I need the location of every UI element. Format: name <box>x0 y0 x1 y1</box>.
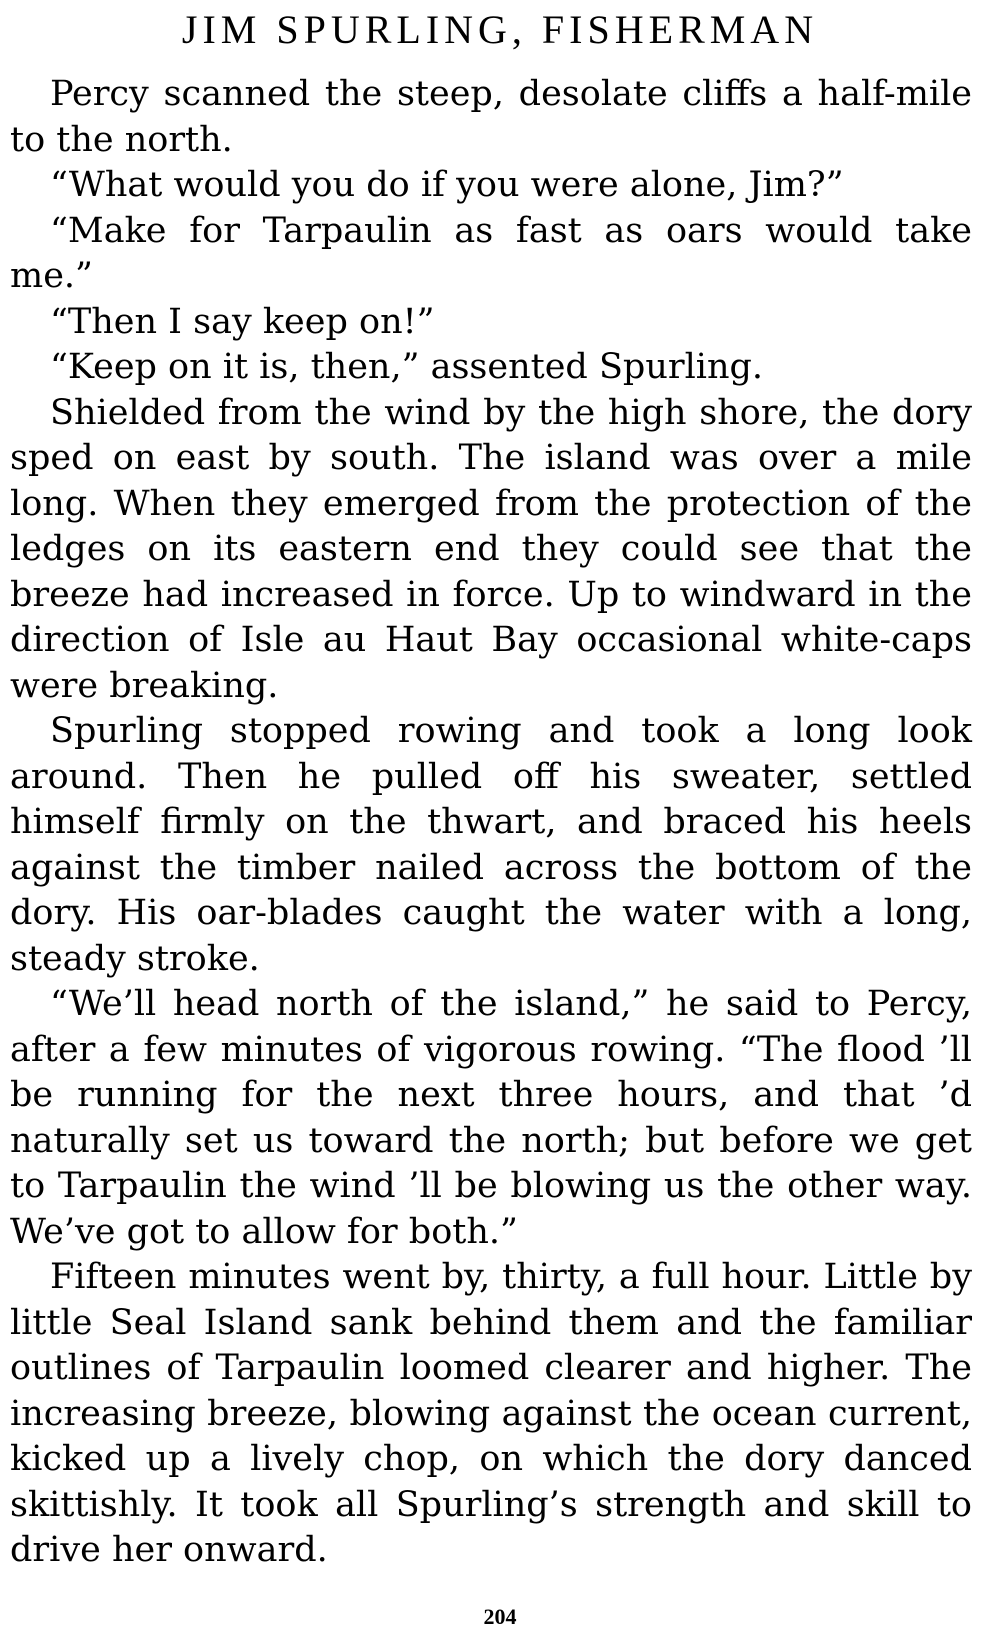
paragraph: Spurling stopped rowing and took a long look around. Then he pulled off his sweater, settled himself firmly on the thwart, and braced his heels against the timber nailed across the bottom of the dory. His oar-blades caught the water with a long, steady stroke. <box>10 711 972 979</box>
paragraph: “Keep on it is, then,” assented Spurling. <box>50 347 764 387</box>
paragraph: Fifteen minutes went by, thirty, a full hour. Little by little Seal Island sank behind them and the familiar outlines of Tarpaulin loomed clearer and higher. The increasing breeze, blowing against the ocean current, kicked up a lively chop, on which the dory danced skittishly. It took all Spurling’s strength and skill to drive her onward. <box>10 1257 972 1570</box>
running-head: JIM SPURLING, FISHERMAN <box>181 7 819 52</box>
paragraph: “Make for Tarpaulin as fast as oars would take me.” <box>10 210 972 296</box>
paragraph: “We’ll head north of the island,” he said to Percy, after a few minutes of vigorous rowing. “The flood ’ll be running for the next three hours, and that ’d naturally set us toward the north; but before we get to Tarpaulin the wind ’ll be blowing us the other way. We’ve got to allow for both.” <box>10 984 972 1252</box>
paragraph: “What would you do if you were alone, Jim?” <box>50 165 844 205</box>
paragraph: “Then I say keep on!” <box>50 301 435 342</box>
page-number: 204 <box>483 1604 517 1629</box>
body-text <box>10 72 972 1574</box>
paragraph: Shielded from the wind by the high shore, the dory sped on east by south. The island was over a mile long. When they emerged from the protection of the ledges on its eastern end they could see that the breeze had increased in force. Up to windward in the direction of Isle au Haut Bay occasional white-caps were breaking. <box>10 392 972 706</box>
paragraph: Percy scanned the steep, desolate cliffs a half-mile to the north. <box>10 74 972 160</box>
